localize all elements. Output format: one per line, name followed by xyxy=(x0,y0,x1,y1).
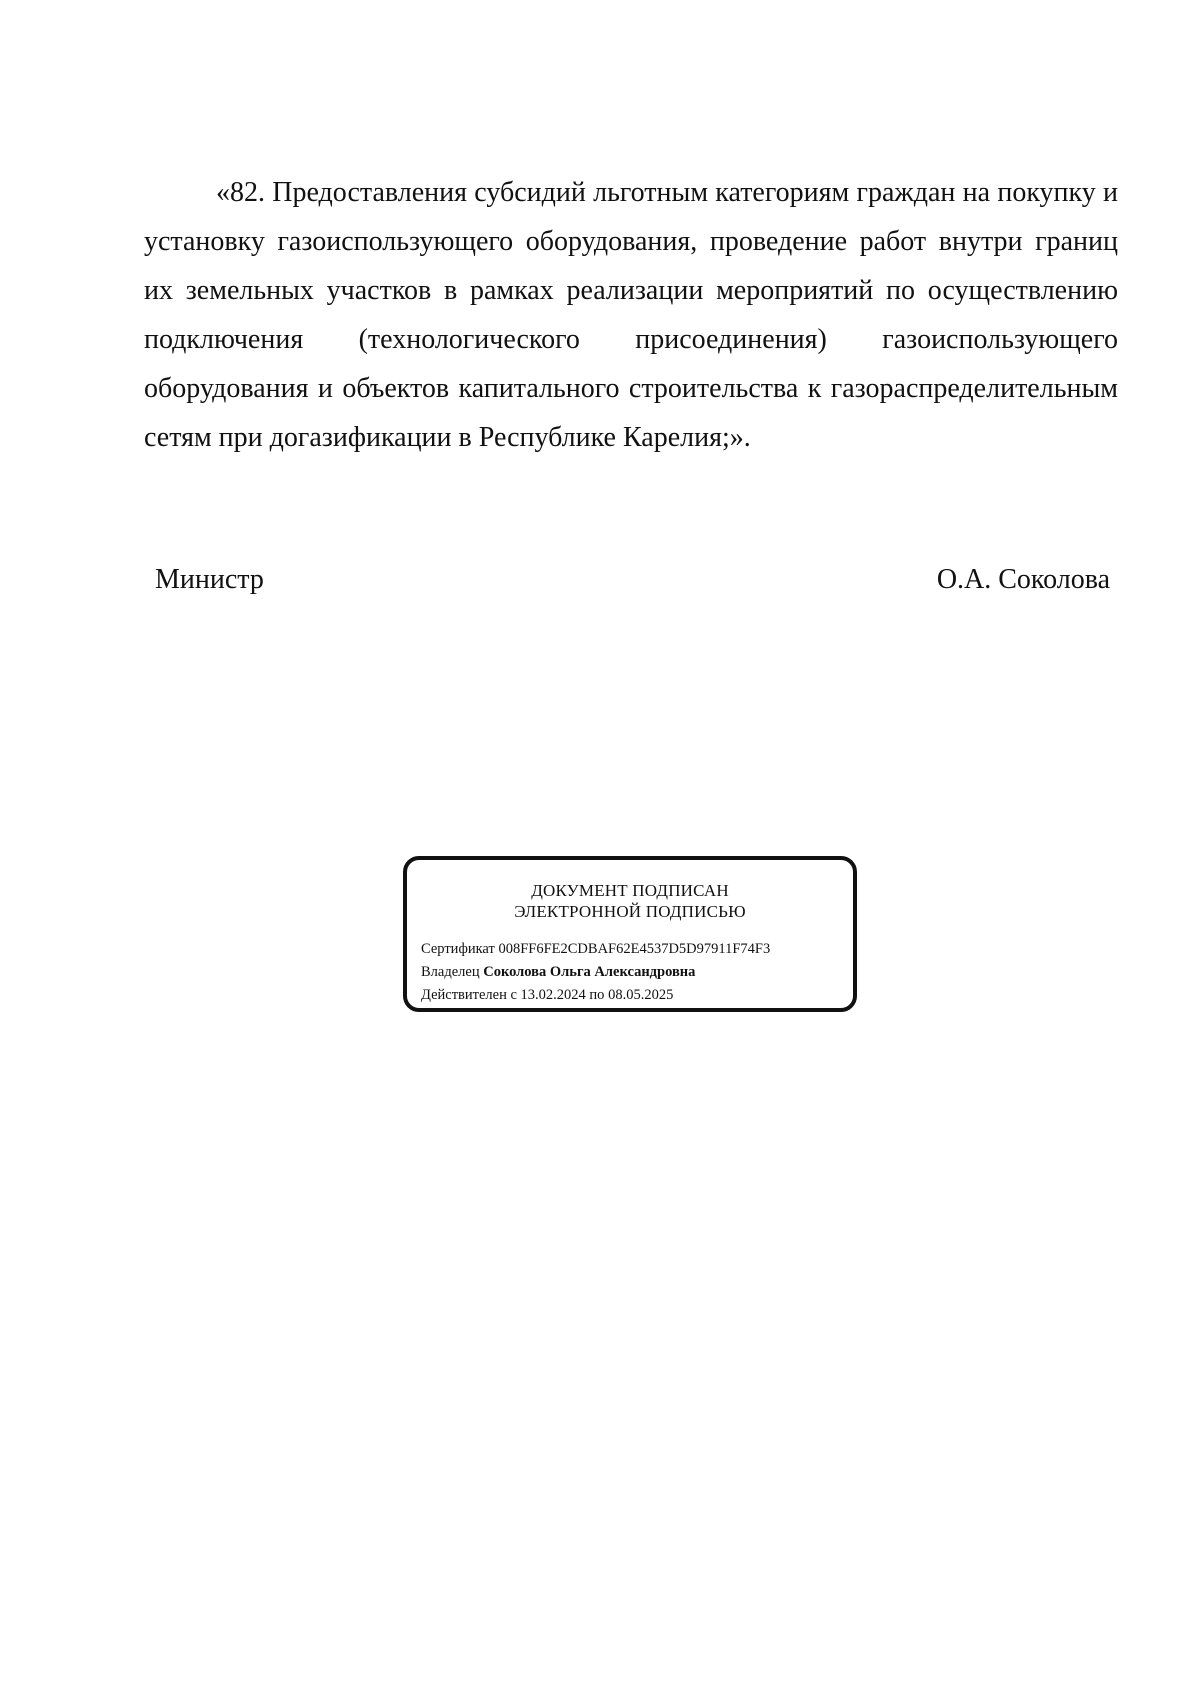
body-paragraph: «82. Предоставления субсидий льготным категориям граждан на покупку и установку газоиспользующего оборудования, проведение работ внутри границ их земельных участков в рамках реализации мероприятий по осуществлению подключения (технологического присоединения) газоиспользующего оборудования и объектов капитального строительства к газораспределительным сетям при догазификации в Республике Карелия;». xyxy=(144,177,1118,453)
signature-block xyxy=(155,560,1110,600)
e-signature-stamp xyxy=(403,856,857,1012)
owner-value: Соколова Ольга Александровна xyxy=(483,964,696,980)
valid-from-date: 13.02.2024 xyxy=(520,987,586,1003)
validity-line xyxy=(421,986,673,1004)
owner-label: Владелец xyxy=(421,964,480,980)
stamp-header-line1: ДОКУМЕНТ ПОДПИСАН xyxy=(531,881,729,900)
position-title: Министр xyxy=(155,564,264,595)
certificate-label: Сертификат xyxy=(421,941,495,957)
valid-from-prefix: с xyxy=(510,987,517,1003)
valid-to-date: 08.05.2025 xyxy=(608,987,674,1003)
stamp-header xyxy=(407,880,853,922)
owner-line xyxy=(421,963,695,981)
signer-name: О.А. Соколова xyxy=(936,564,1110,595)
valid-label: Действителен xyxy=(421,987,507,1003)
stamp-header-line2: ЭЛЕКТРОННОЙ ПОДПИСЬЮ xyxy=(514,902,746,921)
certificate-line xyxy=(421,940,770,958)
certificate-value: 008FF6FE2CDBAF62E4537D5D97911F74F3 xyxy=(498,941,771,957)
valid-to-prefix: по xyxy=(589,987,605,1003)
